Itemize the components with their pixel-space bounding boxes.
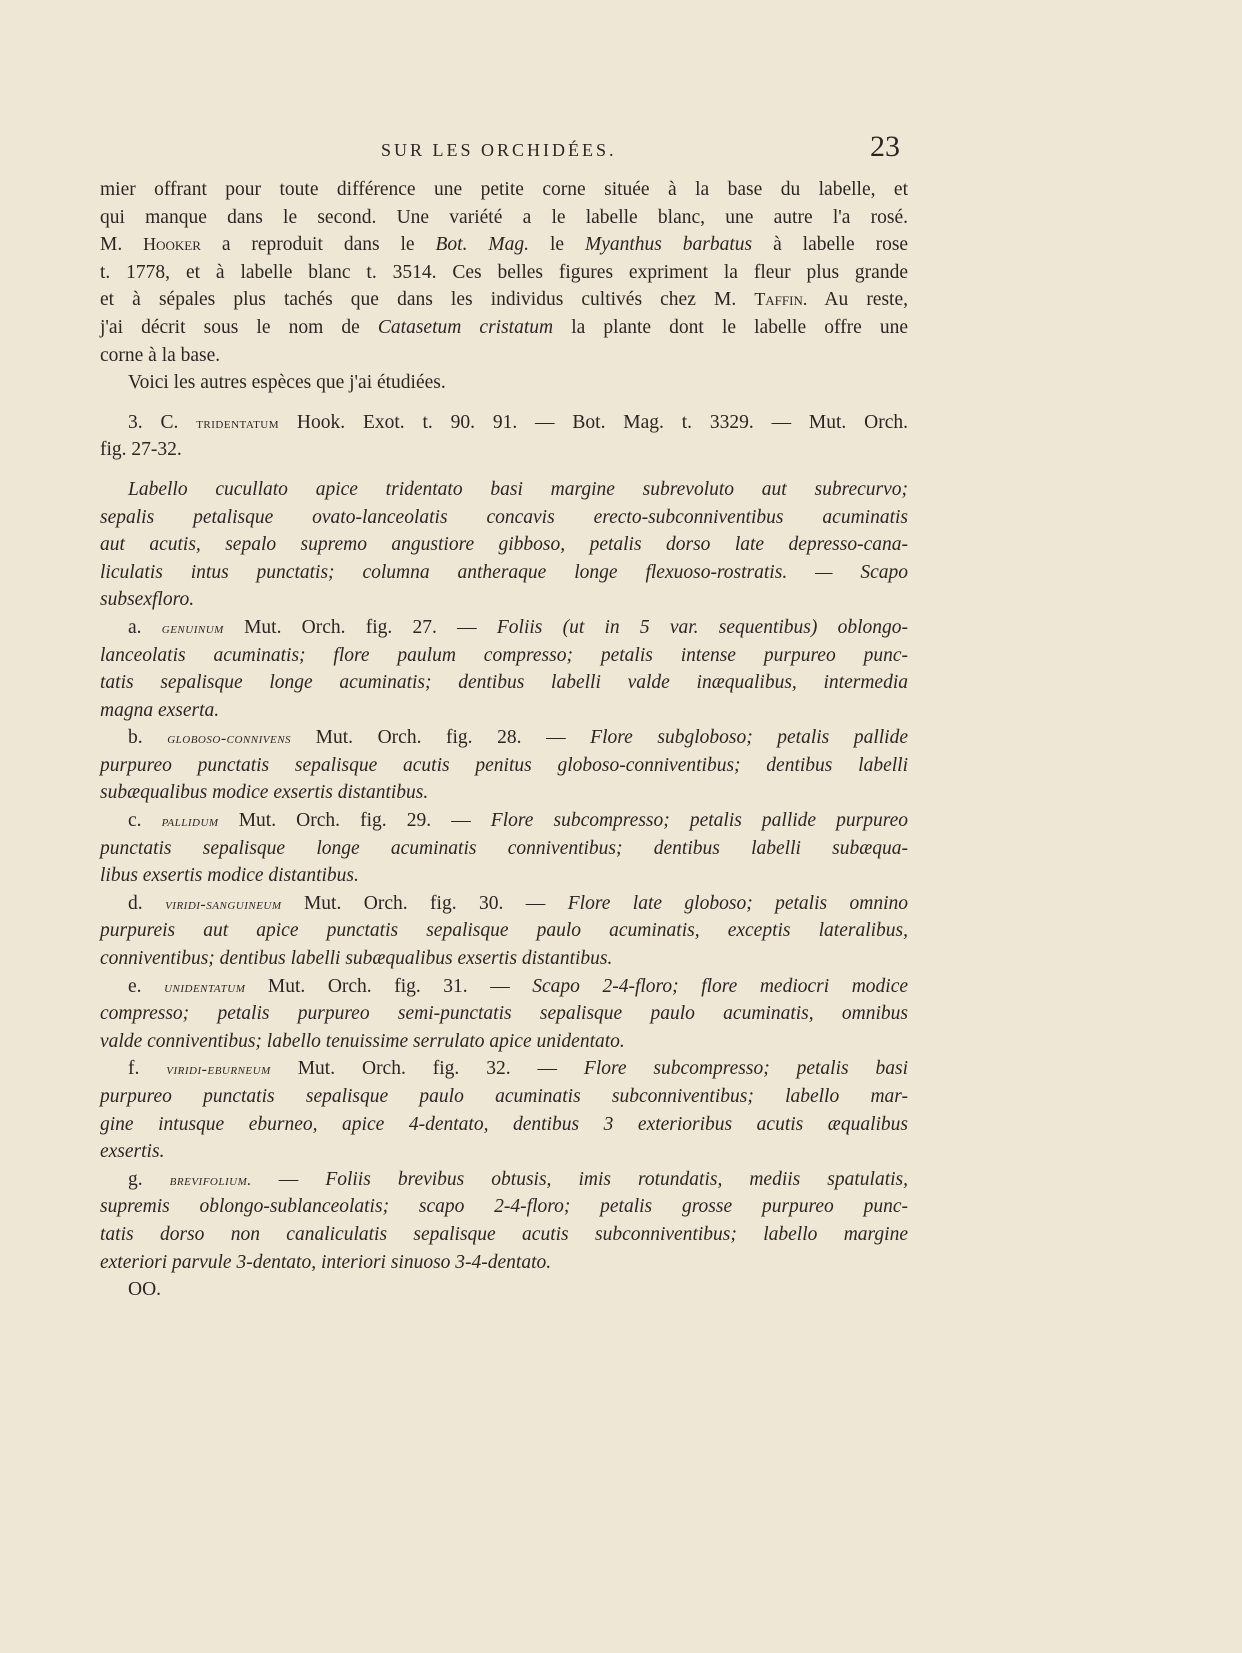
text-line: qui manque dans le second. Une variété a le labelle blanc, une autre l'a rosé.: [100, 206, 908, 228]
text-line: exsertis.: [100, 1141, 165, 1163]
text-line: Voici les autres espèces que j'ai étudiées.: [128, 372, 446, 394]
text-line: tatis sepalisque longe acuminatis; dentibus labelli valde inæqualibus, intermedia: [100, 672, 908, 694]
species-name: tridentatum: [196, 414, 280, 432]
taxon-name: Myanthus barbatus: [584, 234, 753, 256]
variety-heading: c. pallidum Mut. Orch. fig. 29. — Flore subcompresso; petalis pallide purpureo: [128, 810, 909, 832]
variety-heading: d. viridi-sanguineum Mut. Orch. fig. 30. — Flore late globoso; petalis omnino: [128, 892, 909, 914]
variety-name: viridi-sanguineum: [165, 895, 282, 913]
variety-name: brevifolium.: [169, 1171, 252, 1189]
variety-name: unidentatum: [164, 978, 246, 996]
text-line: lanceolatis acuminatis; flore paulum compresso; petalis intense purpureo punc-: [100, 644, 908, 666]
text-line: punctatis sepalisque longe acuminatis conniventibus; dentibus labelli subæqua-: [100, 837, 908, 859]
text-line: mier offrant pour toute différence une petite corne située à la base du labelle, et: [100, 179, 908, 200]
text-line: exteriori parvule 3-dentato, interiori sinuoso 3-4-dentato.: [100, 1251, 552, 1273]
text-line: corne à la base.: [100, 344, 221, 366]
text-line: t. 1778, et à labelle blanc t. 3514. Ces belles figures expriment la fleur plus grande: [100, 261, 908, 283]
page-number: 23: [870, 130, 900, 163]
text-line: compresso; petalis purpureo semi-punctatis sepalisque paulo acuminatis, omnibus: [100, 1003, 908, 1025]
variety-heading: b. globoso-connivens Mut. Orch. fig. 28. — Flore subgloboso; petalis pallide: [128, 727, 908, 749]
text-line: purpureo punctatis sepalisque paulo acuminatis subconniventibus; labello mar-: [100, 1086, 908, 1107]
variety-name: pallidum: [161, 813, 219, 831]
page-header: [0, 130, 1242, 170]
diagnosis-line: liculatis intus punctatis; columna antheraque longe flexuoso-rostratis. — Scapo: [100, 561, 908, 583]
signature-mark: OO.: [128, 1279, 162, 1301]
running-title: SUR LES ORCHIDÉES.: [381, 140, 617, 160]
text-line: tatis dorso non canaliculatis sepalisque acutis subconniventibus; labello margine: [100, 1223, 908, 1245]
text-line: supremis oblongo-sublanceolatis; scapo 2-4-floro; petalis grosse purpureo punc-: [100, 1196, 908, 1218]
taxon-name: Catasetum cristatum: [377, 316, 554, 338]
species-heading: 3. C. tridentatum Hook. Exot. t. 90. 91. — Bot. Mag. t. 3329. — Mut. Orch.: [128, 411, 909, 433]
body-text: [100, 176, 908, 1304]
text-line: gine intusque eburneo, apice 4-dentato, dentibus 3 exterioribus acutis æqualibus: [100, 1113, 908, 1135]
variety-heading: f. viridi-eburneum Mut. Orch. fig. 32. — Flore subcompresso; petalis basi: [128, 1058, 909, 1080]
diagnosis-line: sepalis petalisque ovato-lanceolatis concavis erecto-subconniventibus acuminatis: [100, 506, 908, 528]
text-line: purpureo punctatis sepalisque acutis penitus globoso-conniventibus; dentibus labelli: [100, 754, 908, 776]
diagnosis-line: aut acutis, sepalo supremo angustiore gibboso, petalis dorso late depresso-cana-: [100, 534, 908, 556]
author-name: Hooker: [143, 234, 201, 255]
variety-heading: e. unidentatum Mut. Orch. fig. 31. — Scapo 2-4-floro; flore mediocri modice: [128, 975, 909, 997]
text-line: M. Hooker a reproduit dans le Bot. Mag. le Myanthus barbatus à labelle rose: [100, 234, 909, 256]
text-line: magna exserta.: [100, 699, 220, 721]
text-line: valde conniventibus; labello tenuissime serrulato apice unidentato.: [100, 1030, 625, 1052]
text-line: subæqualibus modice exsertis distantibus.: [100, 782, 429, 804]
text-line: j'ai décrit sous le nom de Catasetum cristatum la plante dont le labelle offre une: [100, 316, 909, 338]
variety-name: genuinum: [161, 619, 224, 637]
text-line: conniventibus; dentibus labelli subæqualibus exsertis distantibus.: [100, 948, 613, 970]
variety-heading: a. genuinum Mut. Orch. fig. 27. — Foliis (ut in 5 var. sequentibus) oblongo-: [128, 616, 908, 638]
text-line: fig. 27-32.: [100, 439, 182, 461]
text-line: libus exsertis modice distantibus.: [100, 865, 359, 887]
journal-title: Bot. Mag.: [435, 234, 530, 256]
diagnosis-line: subsexfloro.: [100, 589, 195, 611]
diagnosis-line: Labello cucullato apice tridentato basi margine subrevoluto aut subrecurvo;: [128, 478, 908, 500]
text-line: purpureis aut apice punctatis sepalisque paulo acuminatis, exceptis lateralibus,: [100, 920, 908, 942]
variety-heading: g. brevifolium. — Foliis brevibus obtusis, imis rotundatis, mediis spatulatis,: [128, 1168, 909, 1190]
person-name: Taffin.: [754, 289, 808, 310]
variety-name: viridi-eburneum: [166, 1061, 271, 1079]
variety-name: globoso-connivens: [167, 730, 292, 748]
text-line: et à sépales plus tachés que dans les individus cultivés chez M. Taffin. Au reste,: [100, 289, 909, 311]
